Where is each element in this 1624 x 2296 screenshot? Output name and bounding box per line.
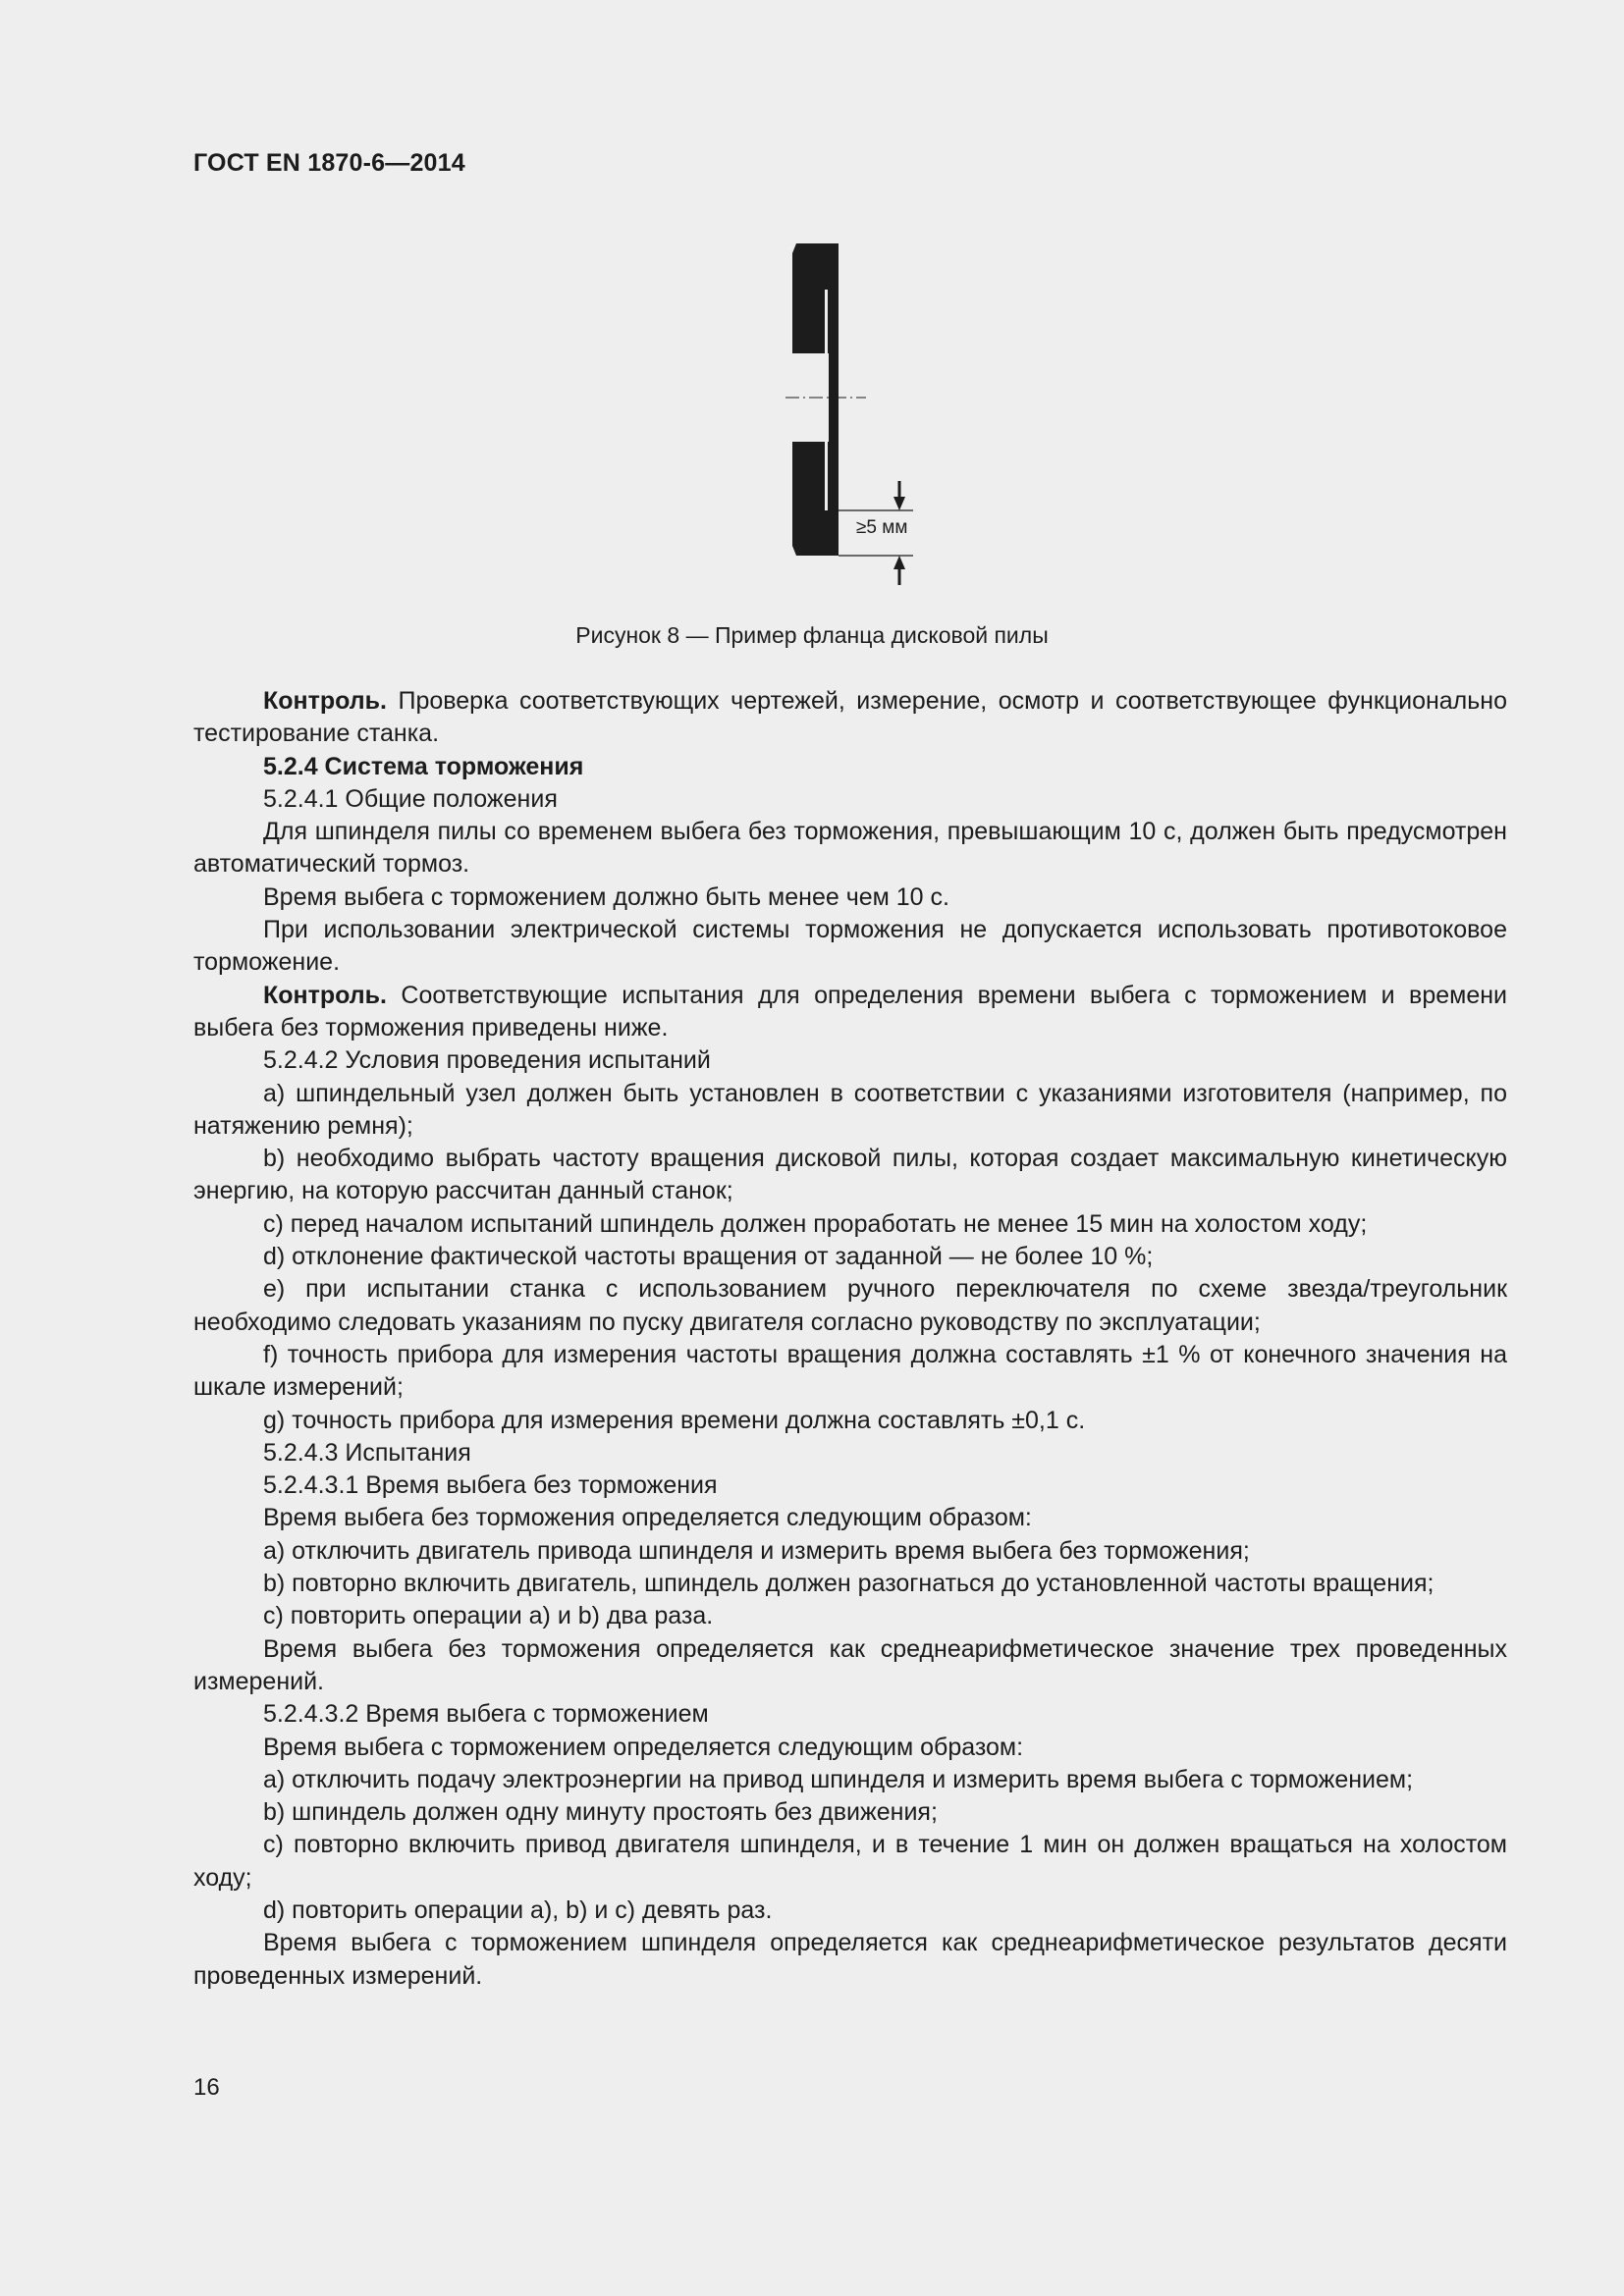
paragraph: Для шпинделя пилы со временем выбега без торможения, превышающим 10 с, должен быть предусмотрен автоматический тормоз. [193, 818, 1507, 879]
flange-inner-line [825, 290, 828, 510]
subsection-heading: 5.2.4.3.2 Время выбега с торможением [263, 1700, 709, 1729]
body-text [193, 685, 1507, 1993]
list-item: d) повторить операции a), b) и c) девять раз. [263, 1896, 773, 1924]
saw-flange-figure [776, 236, 952, 599]
list-item: a) шпиндельный узел должен быть установлен в соответствии с указаниями изготовителя (например, по натяжению ремня); [193, 1079, 1507, 1140]
paragraph: Время выбега с торможением определяется следующим образом: [263, 1733, 1024, 1761]
list-item: e) при испытании станка с использованием ручного переключателя по схеме звезда/треугольник необходимо следовать указаниям по пуску двигателя согласно руководству по эксплуатации; [193, 1275, 1507, 1336]
list-item: c) перед началом испытаний шпиндель должен проработать не менее 15 мин на холостом ходу; [263, 1209, 1368, 1238]
page-number: 16 [193, 2074, 220, 2101]
document-code-header: ГОСТ EN 1870-6—2014 [193, 149, 465, 177]
paragraph: Время выбега без торможения определяется следующим образом: [263, 1504, 1032, 1532]
list-item: c) повторно включить привод двигателя шпинделя, и в течение 1 мин он должен вращаться на холостом ходу; [193, 1831, 1507, 1892]
list-item: d) отклонение фактической частоты вращения от заданной — не более 10 %; [263, 1243, 1154, 1271]
list-item: b) шпиндель должен одну минуту простоять без движения; [263, 1798, 938, 1827]
dimension-label: ≥5 мм [856, 517, 908, 538]
list-item: a) отключить подачу электроэнергии на привод шпинделя и измерить время выбега с торможением; [263, 1765, 1414, 1793]
subsection-heading: 5.2.4.1 Общие положения [263, 784, 558, 813]
control-label: Контроль. [263, 687, 387, 715]
list-item: b) необходимо выбрать частоту вращения дисковой пилы, которая создает максимальную кинетическую энергию, на которую рассчитан данный станок; [193, 1145, 1507, 1205]
arrow-bottom-head [893, 556, 905, 569]
paragraph: При использовании электрической системы торможения не допускается использовать противотоковое торможение. [193, 916, 1507, 977]
paragraph: Контроль. Соответствующие испытания для определения времени выбега с торможением и времени выбега без торможения приведены ниже. [193, 981, 1507, 1041]
figure-caption: Рисунок 8 — Пример фланца дисковой пилы [575, 622, 1049, 648]
control-label: Контроль. [263, 981, 387, 1009]
paragraph: Контроль. Проверка соответствующих чертежей, измерение, осмотр и соответствующее функционально тестирование станка. [193, 687, 1507, 748]
section-heading: 5.2.4 Система торможения [263, 752, 584, 780]
arrow-top-head [893, 497, 905, 510]
list-item: b) повторно включить двигатель, шпиндель должен разогнаться до установленной частоты вращения; [263, 1570, 1435, 1598]
subsection-heading: 5.2.4.3 Испытания [263, 1438, 471, 1467]
saw-blade-edge [833, 243, 838, 556]
list-item: c) повторить операции a) и b) два раза. [263, 1602, 714, 1630]
paragraph: Время выбега с торможением должно быть менее чем 10 с. [263, 882, 949, 911]
list-item: f) точность прибора для измерения частоты вращения должна составлять ±1 % от конечного значения на шкале измерений; [193, 1340, 1507, 1402]
subsection-heading: 5.2.4.3.1 Время выбега без торможения [263, 1471, 718, 1500]
subsection-heading: 5.2.4.2 Условия проведения испытаний [263, 1046, 711, 1075]
list-item: a) отключить двигатель привода шпинделя и измерить время выбега без торможения; [263, 1536, 1250, 1565]
list-item: g) точность прибора для измерения времени должна составлять ±0,1 с. [263, 1406, 1086, 1434]
paragraph: Время выбега с торможением шпинделя определяется как среднеарифметическое результатов десяти проведенных измерений. [193, 1929, 1507, 1990]
paragraph: Время выбега без торможения определяется как среднеарифметическое значение трех проведенных измерений. [193, 1634, 1507, 1695]
